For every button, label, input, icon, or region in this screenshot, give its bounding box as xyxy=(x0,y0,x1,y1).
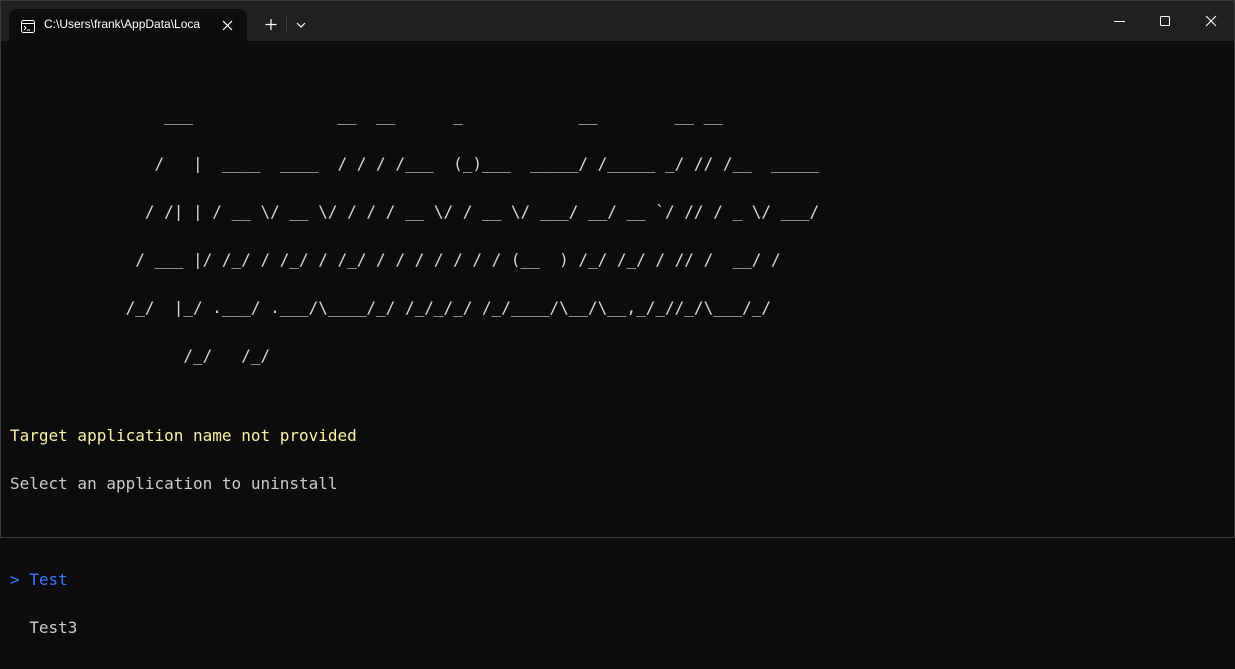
close-icon[interactable] xyxy=(1188,1,1234,41)
blank-line xyxy=(10,524,1225,540)
chevron-down-icon[interactable] xyxy=(290,13,312,35)
banner-line: / ___ |/ /_/ / /_/ / /_/ / / / / / / / (__ ) /_/ /_/ / // / __/ / xyxy=(10,250,849,269)
banner-line: ___ __ __ _ __ __ __ xyxy=(10,106,849,125)
prompt-message: Select an application to uninstall xyxy=(10,474,338,493)
terminal-icon xyxy=(21,18,35,31)
menu-item-test3[interactable] xyxy=(10,620,1225,636)
menu-item-label: Test xyxy=(29,570,68,589)
terminal-output[interactable] xyxy=(10,44,1225,637)
menu-item-test[interactable] xyxy=(10,572,1225,588)
selector-caret: > xyxy=(10,570,20,589)
banner-line: /_/ |_/ .___/ .___/\____/_/ /_/_/_/ /_/____/\__/\__,_/_//_/\___/_/ xyxy=(10,298,849,317)
banner-line: / /| | / __ \/ __ \/ / / / __ \/ / __ \/ ___/ __/ __ `/ // / _ \/ ___/ xyxy=(10,202,849,221)
warning-message: Target application name not provided xyxy=(10,426,357,445)
close-tab-icon[interactable] xyxy=(221,18,235,32)
maximize-icon[interactable] xyxy=(1142,1,1188,41)
tab-title: C:\Users\frank\AppData\Loca xyxy=(44,17,201,31)
banner-line: / | ____ ____ / / / /___ (_)___ _____/ /_____ _/ // /__ _____ xyxy=(10,154,858,173)
ascii-banner xyxy=(10,76,1225,396)
menu-item-label: Test3 xyxy=(29,618,78,637)
plus-icon[interactable] xyxy=(260,13,282,35)
banner-line: /_/ /_/ xyxy=(10,346,810,365)
minimize-icon[interactable] xyxy=(1097,1,1143,41)
tab-separator xyxy=(286,16,287,33)
title-bar xyxy=(1,1,1234,41)
tab-terminal[interactable] xyxy=(9,9,247,41)
